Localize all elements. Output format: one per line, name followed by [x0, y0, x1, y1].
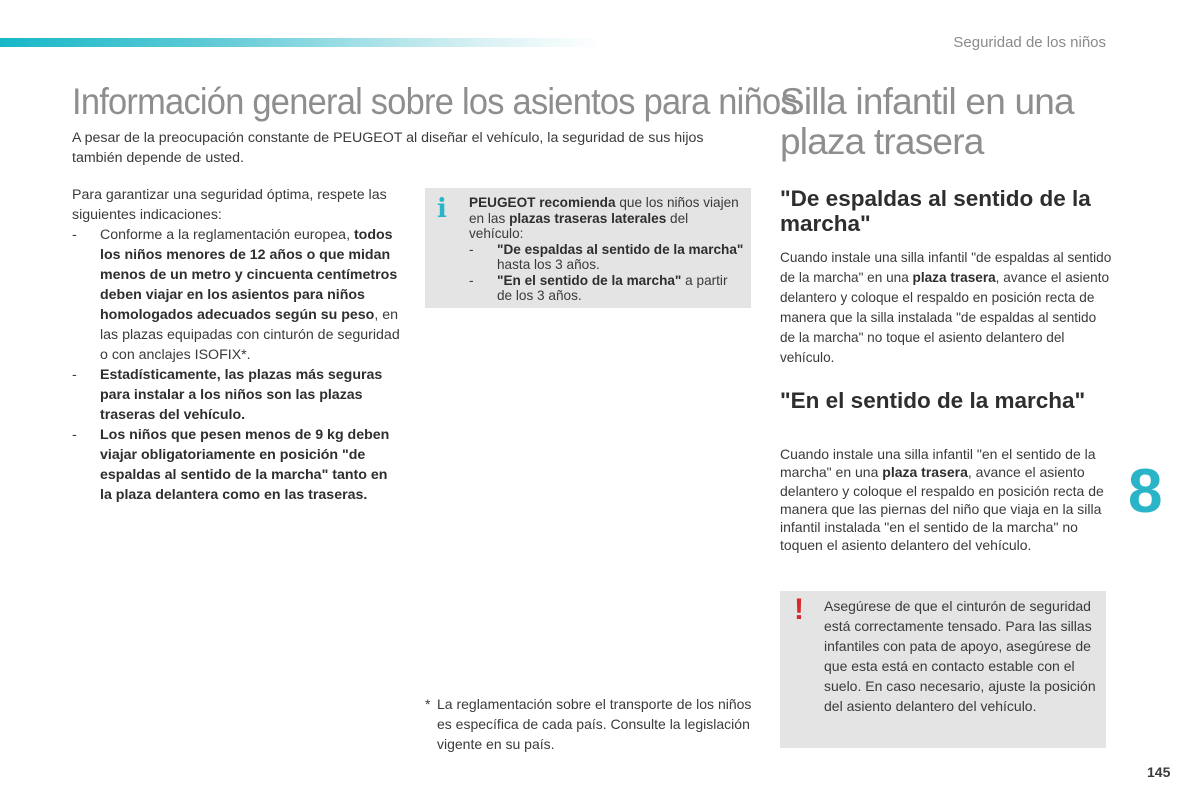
- subheading-forward-facing: "En el sentido de la marcha": [780, 388, 1086, 413]
- right-title: Silla infantil en una plaza trasera: [780, 81, 1074, 162]
- guidance-column: [72, 185, 402, 505]
- footnote: [425, 694, 755, 754]
- guidance-list: [72, 225, 402, 505]
- warning-icon: !: [794, 593, 804, 626]
- info-icon: i: [437, 194, 447, 224]
- info-list: [469, 242, 745, 304]
- footnote-marker: *: [425, 696, 431, 712]
- left-title: Información general sobre los asientos para niños: [72, 81, 797, 122]
- rear-facing-paragraph: Cuando instale una silla infantil "de espaldas al sentido de la marcha" en una plaza trasera, avance el asiento delantero y coloque el respaldo en posición recta de manera que la silla instalada "de espaldas al sentido de la marcha" no toque el asiento delantero del vehículo.: [780, 250, 1112, 365]
- intro-paragraph: A pesar de la preocupación constante de PEUGEOT al diseñar el vehículo, la seguridad de sus hijos también depende de usted.: [72, 130, 704, 166]
- info-callout: [425, 188, 751, 308]
- list-item: - Los niños que pesen menos de 9 kg deben viajar obligatoriamente en posición "de espaldas al sentido de la marcha" tanto en la plaza delantera como en las traseras.: [72, 425, 402, 505]
- info-text: PEUGEOT recomienda que los niños viajen en las plazas traseras laterales del vehículo: - "De espaldas al sentido de la marcha" hasta los 3 años. - "En el sentido de la marcha" a partir de los 3 años.: [469, 195, 745, 304]
- forward-facing-paragraph: Cuando instale una silla infantil "en el sentido de la marcha" en una plaza trasera, avance el asiento delantero y coloque el respaldo en posición recta de manera que las piernas del niño que viaja en la silla infantil instalada "en el sentido de la marcha" no toquen el asiento delantero del vehículo.: [780, 446, 1104, 554]
- page-number: 145: [1147, 764, 1171, 780]
- list-item: - Conforme a la reglamentación europea, todos los niños menores de 12 años o que midan menos de un metro y cincuenta centímetros deben viajar en los asientos para niños homologados adecuados según su peso, en las plazas equipadas con cinturón de seguridad o con anclajes ISOFIX*.: [72, 225, 402, 365]
- guidance-lead: Para garantizar una seguridad óptima, respete las siguientes indicaciones:: [72, 187, 387, 223]
- subheading-rear-facing: "De espaldas al sentido de la marcha": [780, 186, 1091, 236]
- chapter-number: 8: [1128, 457, 1163, 526]
- footnote-text: La reglamentación sobre el transporte de los niños es específica de cada país. Consulte la legislación vigente en su país.: [437, 696, 752, 752]
- header-accent-bar: [0, 38, 600, 47]
- warning-text: Asegúrese de que el cinturón de seguridad está correctamente tensado. Para las sillas infantiles con pata de apoyo, asegúrese de que esta está en contacto estable con el suelo. En caso necesario, ajuste la posición del asiento delantero del vehículo.: [824, 598, 1096, 714]
- list-item: - "En el sentido de la marcha" a partir de los 3 años.: [469, 273, 745, 304]
- warning-callout: [780, 591, 1106, 748]
- list-item: - "De espaldas al sentido de la marcha" hasta los 3 años.: [469, 242, 745, 273]
- list-item: - Estadísticamente, las plazas más seguras para instalar a los niños son las plazas traseras del vehículo.: [72, 365, 402, 425]
- section-title: Seguridad de los niños: [953, 34, 1106, 51]
